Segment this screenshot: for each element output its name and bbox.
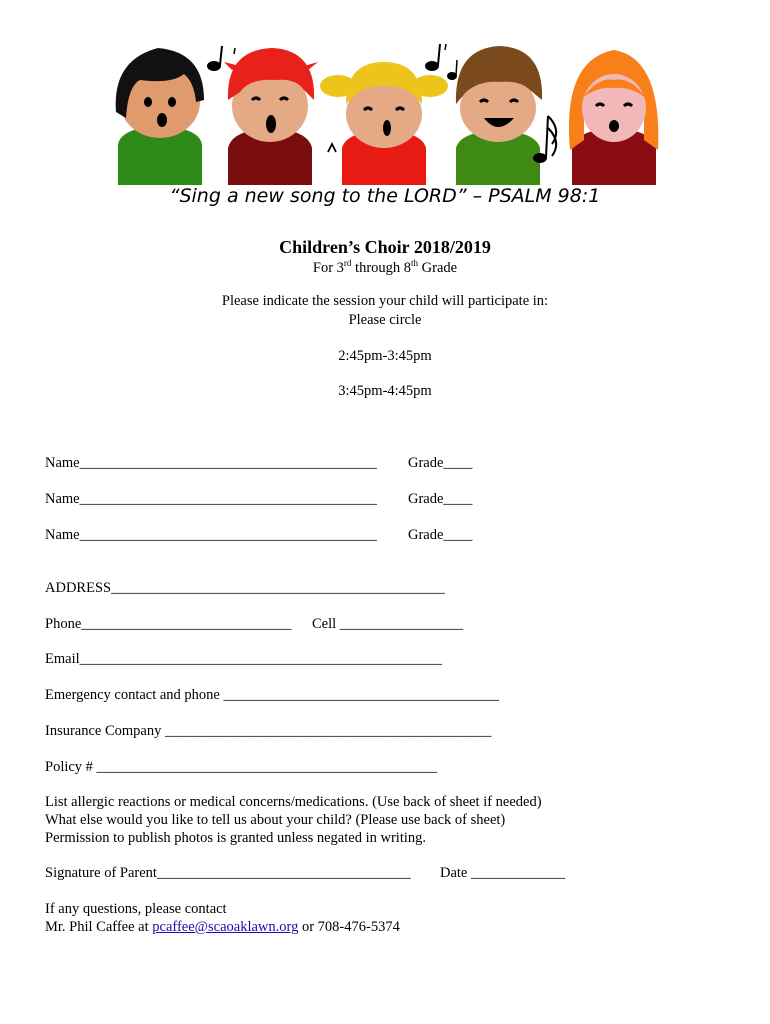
- psalm-verse: “Sing a new song to the LORD” – PSALM 98:1: [169, 185, 601, 207]
- tell-us-note: What else would you like to tell us about your child? (Please use back of sheet): [45, 812, 506, 828]
- permission-note: Permission to publish photos is granted unless negated in writing.: [45, 830, 427, 846]
- contact-email-link[interactable]: pcaffee@scaoaklawn.org: [152, 919, 299, 935]
- grade-field-1[interactable]: Grade____: [408, 455, 473, 471]
- grade-field-3[interactable]: Grade____: [408, 527, 473, 543]
- email-field[interactable]: Email__________________________________________________: [45, 651, 443, 667]
- child-5-illustration: [569, 50, 658, 185]
- child-name-field-1[interactable]: Name_________________________________________: [45, 455, 377, 471]
- cell-field[interactable]: Cell _________________: [312, 616, 464, 632]
- grade-field-2[interactable]: Grade____: [408, 491, 473, 507]
- choir-illustration: [100, 40, 670, 185]
- session-option-1[interactable]: 2:45pm-3:45pm: [338, 348, 432, 364]
- parent-signature-field[interactable]: Signature of Parent___________________________________: [45, 865, 411, 881]
- address-field[interactable]: ADDRESS______________________________________________: [45, 580, 445, 596]
- child-3-illustration: [320, 62, 448, 185]
- child-1-illustration: [116, 48, 204, 185]
- child-name-field-3[interactable]: Name_________________________________________: [45, 527, 377, 543]
- session-instruction: Please indicate the session your child will participate in:: [221, 293, 549, 309]
- circle-note: Please circle: [348, 312, 422, 328]
- allergies-note: List allergic reactions or medical concerns/medications. (Use back of sheet if needed): [45, 794, 542, 810]
- contact-prefix: Mr. Phil Caffee at: [45, 919, 153, 935]
- emergency-contact-field[interactable]: Emergency contact and phone ______________________________________: [45, 687, 499, 703]
- child-name-field-2[interactable]: Name_________________________________________: [45, 491, 377, 507]
- contact-line: [45, 919, 400, 936]
- child-4-illustration: [456, 46, 542, 185]
- contact-intro: If any questions, please contact: [45, 901, 227, 917]
- insurance-field[interactable]: Insurance Company _____________________________________________: [45, 723, 492, 739]
- page-title: Children’s Choir 2018/2019: [279, 237, 491, 257]
- policy-field[interactable]: Policy # _______________________________________________: [45, 759, 438, 775]
- child-2-illustration: [224, 48, 318, 185]
- date-field[interactable]: Date _____________: [440, 865, 566, 881]
- contact-phone: or 708-476-5374: [298, 919, 400, 935]
- session-option-2[interactable]: 3:45pm-4:45pm: [338, 383, 432, 399]
- grade-range: For 3rd through 8th Grade: [312, 258, 458, 276]
- phone-field[interactable]: Phone_____________________________: [45, 616, 292, 632]
